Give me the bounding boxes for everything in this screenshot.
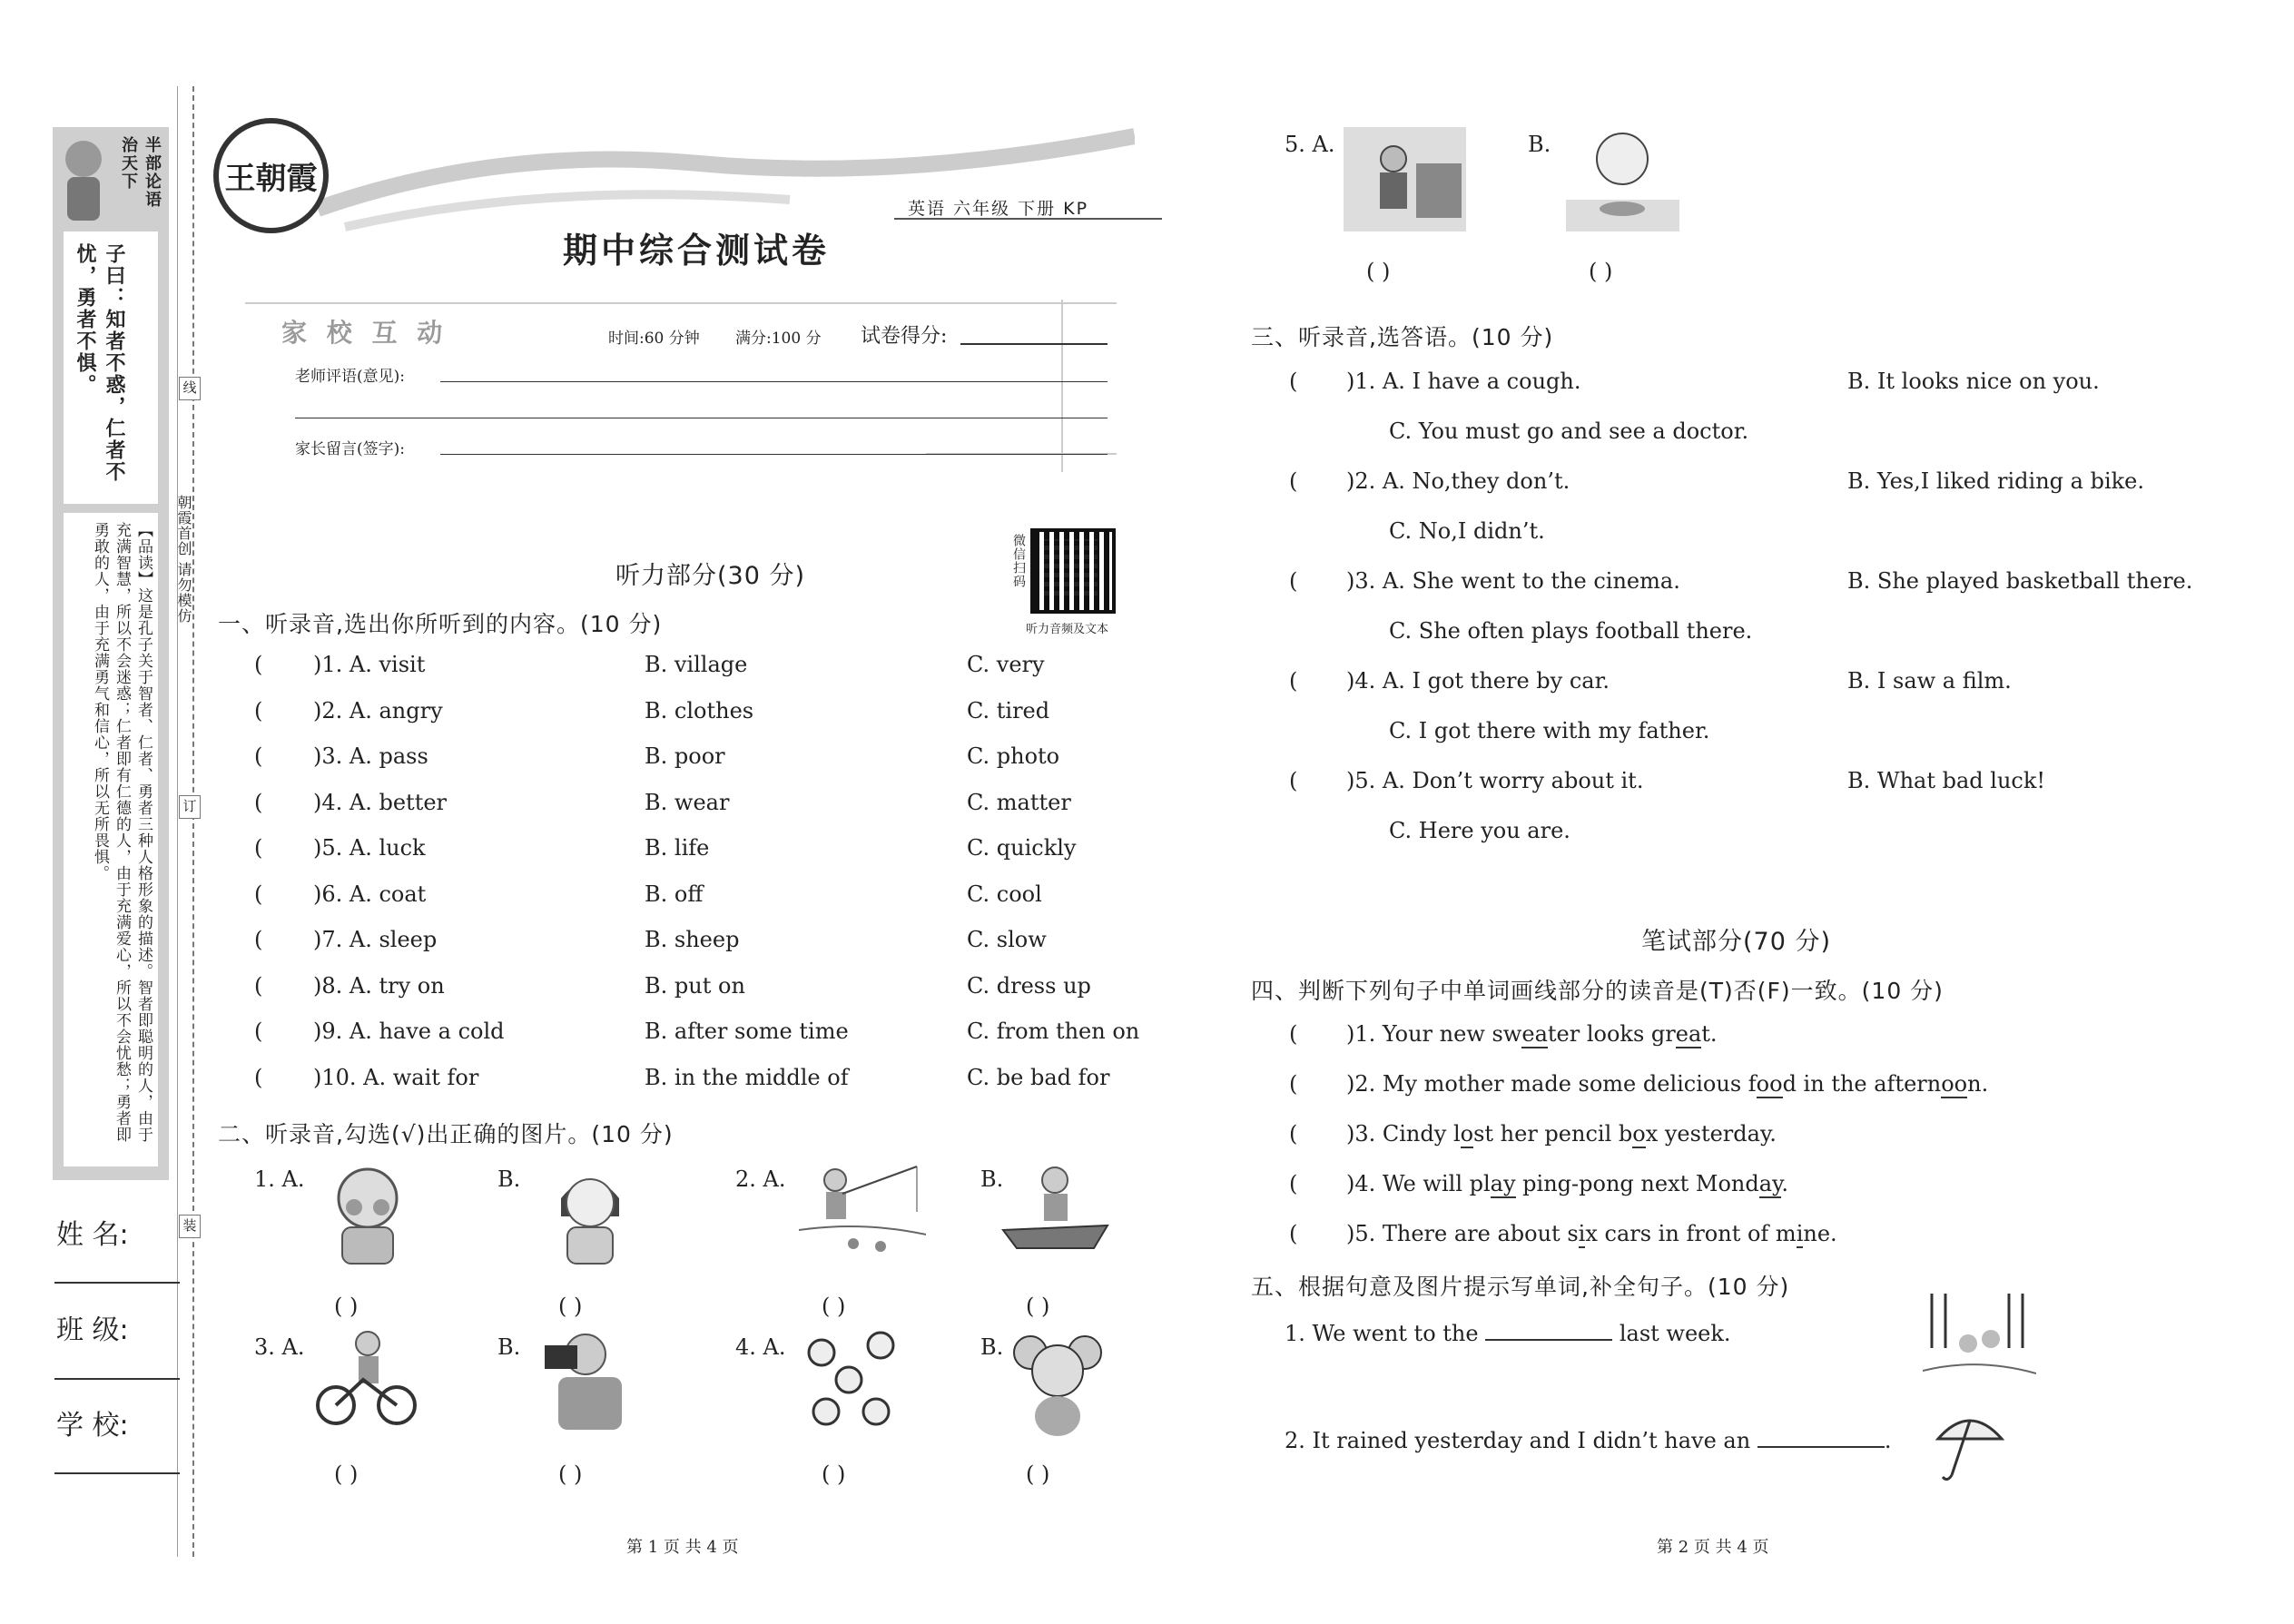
reply-a: )1. A. I have a cough. [1346,369,1581,394]
answer-paren[interactable]: ( ) [1026,1294,1050,1319]
answer-paren[interactable]: ( ) [1026,1462,1050,1487]
answer-paren[interactable]: ( [1289,468,1298,494]
footer-page-1: 第 1 页 共 4 页 [626,1538,739,1557]
teacher-comment-field[interactable] [440,381,1108,382]
answer-paren[interactable]: ( [1289,768,1298,793]
phonics-sentence: )5. There are about six cars in front of mine. [1346,1221,1837,1246]
cut-label: 装 [179,1215,201,1238]
subject-underline [894,218,1162,220]
qr-caption: 听力音频及文本 [1026,623,1109,636]
reply-c: C. She often plays football there. [1389,618,1753,644]
pic-label: 1. A. [254,1166,305,1192]
option-c: C. from then on [967,1019,1140,1044]
reply-b: B. What bad luck! [1847,768,2046,793]
answer-paren[interactable]: ( [254,652,263,677]
school-label: 学 校: [56,1410,129,1442]
option-b: B. put on [645,972,745,999]
footer-page-2: 第 2 页 共 4 页 [1657,1538,1769,1557]
option-a: )7. A. sleep [313,927,438,952]
confucius-figure [56,132,111,222]
school-field[interactable] [54,1472,180,1474]
option-a: )3. A. pass [313,743,428,769]
reply-c: C. Here you are. [1389,818,1570,843]
answer-paren[interactable]: ( ) [822,1294,846,1319]
answer-paren[interactable]: ( [254,835,263,861]
zoo-picture [1923,1294,2036,1388]
section-1-title: 一、听录音,选出你所听到的内容。(10 分) [218,611,663,637]
answer-paren[interactable]: ( ) [334,1294,359,1319]
side-note: 朝霞首创 请勿模仿 [175,495,192,625]
reply-b: B. I saw a film. [1847,668,2012,694]
phonics-sentence: )3. Cindy lost her pencil box yesterday. [1346,1121,1777,1147]
phonics-sentence: )1. Your new sweater looks great. [1346,1021,1718,1047]
answer-paren[interactable]: ( [1289,369,1298,394]
pandas-picture[interactable] [803,1325,903,1438]
crying-girl-picture[interactable] [322,1162,413,1270]
option-c: C. be bad for [967,1064,1110,1090]
option-b: B. village [645,652,748,677]
answer-paren[interactable]: ( [254,1019,263,1044]
score-label: 试卷得分: [861,325,948,348]
option-c: C. cool [967,881,1042,907]
reply-b: B. She played basketball there. [1847,568,2193,594]
answer-paren[interactable]: ( ) [1589,259,1613,284]
answer-paren[interactable]: ( ) [1366,259,1391,284]
reply-a: )4. A. I got there by car. [1346,668,1610,694]
option-a: )5. A. luck [313,835,426,861]
subject-tag: 英语 六年级 下册 KP [908,199,1089,219]
time-limit: 时间:60 分钟 [608,330,700,348]
page-title: 期中综合测试卷 [563,230,831,271]
answer-paren[interactable]: ( [1289,1221,1298,1246]
option-c: C. tired [967,697,1050,723]
option-c: C. dress up [967,972,1091,999]
answer-paren[interactable]: ( [254,927,263,952]
answer-paren[interactable]: ( ) [334,1462,359,1487]
pic-label: 4. A. [735,1334,786,1360]
option-c: C. photo [967,743,1060,769]
fill-question-2: 2. It rained yesterday and I didn’t have an . [1285,1428,1892,1453]
cut-line [177,86,178,1557]
answer-paren[interactable]: ( [254,743,263,769]
girl-picture[interactable] [545,1162,635,1270]
pic-label: 3. A. [254,1334,305,1360]
eating-boy-picture[interactable] [1566,127,1679,235]
answer-paren[interactable]: ( [254,697,263,723]
option-a: )8. A. try on [313,972,445,999]
teacher-comment-label: 老师评语(意见): [295,368,405,386]
answer-paren[interactable]: ( [1289,1021,1298,1047]
answer-paren[interactable]: ( [1289,568,1298,594]
umbrella-picture [1929,1403,2011,1488]
answer-paren[interactable]: ( [254,789,263,815]
section-2-title: 二、听录音,勾选(√)出正确的图片。(10 分) [218,1121,674,1147]
answer-paren[interactable]: ( [1289,1071,1298,1097]
cut-label: 线 [179,377,201,400]
section-5-title: 五、根据句意及图片提示写单词,补全句子。(10 分) [1251,1274,1790,1300]
pic-label: B. [980,1334,1004,1360]
parent-note-label: 家长留言(签字): [295,440,405,458]
answer-paren[interactable]: ( ) [822,1462,846,1487]
pic-label: B. [497,1166,521,1192]
pic-label: 5. A. [1285,132,1335,157]
pic-label: B. [1528,132,1551,157]
answer-paren[interactable]: ( [1289,1171,1298,1196]
phonics-sentence: )4. We will play ping-pong next Monday. [1346,1171,1789,1196]
option-b: B. life [645,835,710,861]
score-field[interactable] [960,343,1108,345]
option-b: B. clothes [645,697,754,723]
option-b: B. poor [645,743,725,769]
phonics-sentence: )2. My mother made some delicious food in the afternoon. [1346,1071,1989,1097]
name-label: 姓 名: [56,1219,129,1251]
parent-note-field[interactable] [440,454,1108,455]
cut-label: 订 [179,795,201,819]
option-c: C. very [967,652,1045,677]
blank-field[interactable] [1757,1428,1885,1448]
qr-code-pattern [1041,539,1098,595]
desk-boy-picture[interactable] [1344,127,1466,235]
qr-side-text: 微信扫码 [1011,534,1026,588]
reply-c: C. No,I didn’t. [1389,518,1545,544]
fill-question-1: 1. We went to the last week. [1285,1321,1731,1346]
photographer-picture[interactable] [531,1327,640,1435]
reply-b: B. It looks nice on you. [1847,369,2100,394]
full-score: 满分:100 分 [735,330,822,348]
reply-c: C. You must go and see a doctor. [1389,418,1749,444]
option-c: C. matter [967,789,1071,815]
confucius-quote: 子曰：知者不惑，仁者不忧，勇者不惧。 [74,243,126,483]
option-b: B. sheep [645,927,740,952]
header-swoosh [318,127,1135,236]
option-a: )9. A. have a cold [313,1019,505,1044]
home-school-title: 家 校 互 动 [281,318,448,348]
boat-boy-picture[interactable] [999,1157,1112,1265]
option-a: )10. A. wait for [313,1064,479,1090]
motto-top: 半部论语 治天下 [119,136,162,209]
koala-picture[interactable] [1012,1330,1103,1442]
answer-paren[interactable]: ( [254,972,263,999]
option-a: )4. A. better [313,789,448,815]
section-4-title: 四、判断下列句子中单词画线部分的读音是(T)否(F)一致。(10 分) [1251,978,1944,1004]
option-b: B. wear [645,789,730,815]
option-b: B. off [645,881,704,907]
option-a: )1. A. visit [313,652,426,677]
class-field[interactable] [54,1378,180,1380]
option-b: B. in the middle of [645,1064,849,1090]
brand-logo: 王朝霞 [213,118,329,233]
reading-text: 【品读】这是孔子关于智者、仁者、勇者三种人格形象的描述。智者即聪明的人，由于充满智慧，所以不会迷惑；仁者即有仁德的人，由于充满爱心，所以不会忧愁；勇者即勇敢的人，由于充满勇气和信心，所以无所畏惧。 [91,522,153,1143]
option-b: B. after some time [645,1019,849,1044]
option-c: C. slow [967,927,1047,952]
answer-paren[interactable]: ( [1289,1121,1298,1147]
option-a: )2. A. angry [313,697,443,723]
listening-title: 听力部分(30 分) [615,562,806,590]
reply-a: )3. A. She went to the cinema. [1346,568,1680,594]
fishing-boy-picture[interactable] [799,1157,926,1261]
section-3-title: 三、听录音,选答语。(10 分) [1251,324,1554,350]
fold-line [192,86,194,1557]
reply-a: )5. A. Don’t worry about it. [1346,768,1644,793]
reply-c: C. I got there with my father. [1389,718,1710,743]
reply-a: )2. A. No,they don’t. [1346,468,1570,494]
class-label: 班 级: [56,1314,129,1346]
reply-b: B. Yes,I liked riding a bike. [1847,468,2144,494]
option-c: C. quickly [967,835,1077,861]
name-field[interactable] [54,1282,180,1284]
answer-paren[interactable]: ( [254,881,263,907]
biking-boy-picture[interactable] [313,1325,418,1433]
answer-paren[interactable]: ( [1289,668,1298,694]
pic-label: B. [980,1166,1004,1192]
blank-field[interactable] [1485,1321,1612,1341]
option-a: )6. A. coat [313,881,427,907]
pic-label: 2. A. [735,1166,786,1192]
answer-paren[interactable]: ( ) [558,1294,583,1319]
writing-title: 笔试部分(70 分) [1641,928,1832,956]
answer-paren[interactable]: ( [254,1064,263,1090]
pic-label: B. [497,1334,521,1360]
answer-paren[interactable]: ( ) [558,1462,583,1487]
